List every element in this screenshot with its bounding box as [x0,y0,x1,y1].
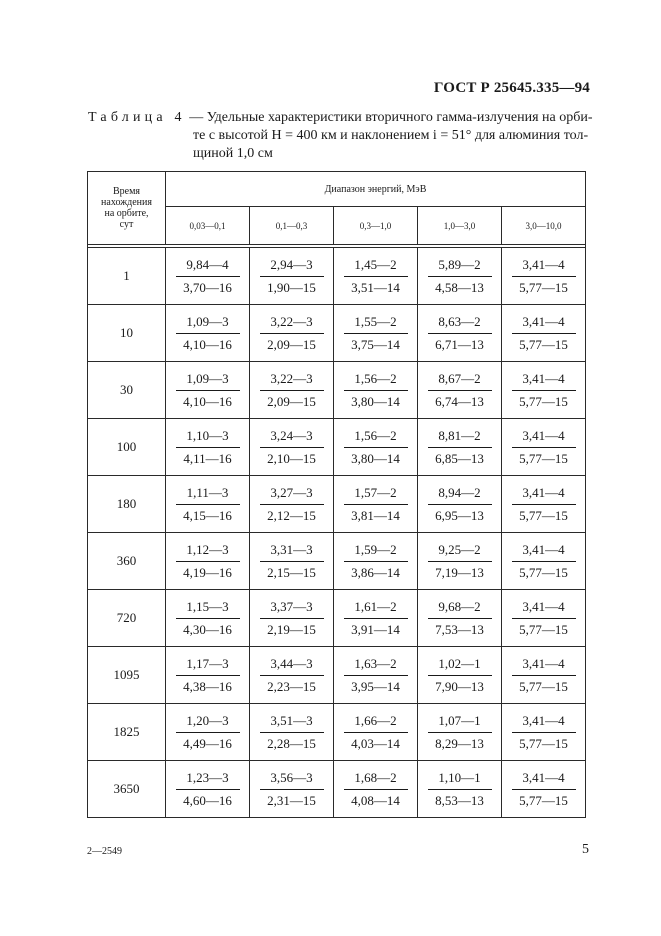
fraction-numerator: 5,89—2 [428,256,492,277]
value-cell [250,590,334,647]
fraction-numerator: 3,37—3 [260,598,324,619]
fraction-denominator: 4,15—16 [183,507,232,523]
fraction-value [428,598,492,639]
orbit-time-cell: 100 [88,419,166,476]
value-cell [334,248,418,305]
print-order-code: 2—2549 [87,846,122,857]
orbit-time-cell: 1095 [88,647,166,704]
fraction-denominator: 2,23—15 [267,678,316,694]
fraction-denominator: 8,53—13 [435,792,484,808]
fraction-numerator: 3,41—4 [512,769,576,790]
fraction-denominator: 6,71—13 [435,336,484,352]
fraction-numerator: 1,15—3 [176,598,240,619]
fraction-numerator: 3,41—4 [512,370,576,391]
fraction-denominator: 2,09—15 [267,336,316,352]
fraction-value [344,256,408,297]
fraction-denominator: 2,12—15 [267,507,316,523]
fraction-value [512,712,576,753]
fraction-numerator: 9,25—2 [428,541,492,562]
value-cell [166,704,250,761]
time-header-line: Время [112,186,141,197]
fraction-denominator: 3,81—14 [351,507,400,523]
fraction-value [428,427,492,468]
fraction-numerator: 3,44—3 [260,655,324,676]
fraction-numerator: 3,22—3 [260,370,324,391]
column-header-energy-range: Диапазон энергий, МэВ [166,172,586,207]
table-row [88,647,586,704]
fraction-denominator: 2,19—15 [267,621,316,637]
fraction-denominator: 6,74—13 [435,393,484,409]
fraction-value [176,541,240,582]
fraction-numerator: 3,24—3 [260,427,324,448]
fraction-numerator: 1,11—3 [176,484,240,505]
table-row [88,305,586,362]
orbit-time-cell: 10 [88,305,166,362]
table-row [88,362,586,419]
fraction-denominator: 5,77—15 [519,279,568,295]
value-cell [166,476,250,533]
value-cell [334,305,418,362]
fraction-numerator: 1,12—3 [176,541,240,562]
orbit-time-cell: 1825 [88,704,166,761]
value-cell [250,419,334,476]
table-row [88,476,586,533]
document-standard-number: ГОСТ Р 25645.335—94 [433,80,590,96]
fraction-denominator: 4,58—13 [435,279,484,295]
table-row [88,248,586,305]
fraction-denominator: 6,95—13 [435,507,484,523]
fraction-denominator: 5,77—15 [519,336,568,352]
fraction-numerator: 3,41—4 [512,655,576,676]
fraction-denominator: 1,90—15 [267,279,316,295]
fraction-numerator: 1,59—2 [344,541,408,562]
fraction-numerator: 1,02—1 [428,655,492,676]
fraction-numerator: 3,41—4 [512,712,576,733]
fraction-numerator: 2,94—3 [260,256,324,277]
fraction-denominator: 7,90—13 [435,678,484,694]
fraction-numerator: 3,41—4 [512,484,576,505]
fraction-denominator: 3,70—16 [183,279,232,295]
orbit-time-cell: 720 [88,590,166,647]
value-cell [418,305,502,362]
fraction-denominator: 2,09—15 [267,393,316,409]
fraction-numerator: 1,68—2 [344,769,408,790]
value-cell [334,419,418,476]
fraction-numerator: 3,56—3 [260,769,324,790]
fraction-value [428,256,492,297]
table-caption-label: Таблица 4 [88,110,186,125]
orbit-time-cell: 180 [88,476,166,533]
fraction-numerator: 1,63—2 [344,655,408,676]
fraction-value [344,655,408,696]
fraction-value [176,712,240,753]
fraction-numerator: 1,57—2 [344,484,408,505]
fraction-value [512,598,576,639]
fraction-value [344,427,408,468]
energy-range-header: 1,0—3,0 [418,207,502,245]
value-cell [502,647,586,704]
fraction-value [260,712,324,753]
fraction-numerator: 1,17—3 [176,655,240,676]
fraction-value [512,313,576,354]
value-cell [502,761,586,818]
fraction-denominator: 4,10—16 [183,393,232,409]
value-cell [166,761,250,818]
value-cell [418,590,502,647]
energy-range-header: 0,3—1,0 [334,207,418,245]
fraction-numerator: 3,41—4 [512,541,576,562]
fraction-denominator: 5,77—15 [519,564,568,580]
fraction-numerator: 3,51—3 [260,712,324,733]
fraction-denominator: 3,86—14 [351,564,400,580]
value-cell [502,704,586,761]
fraction-value [512,541,576,582]
energy-range-header: 3,0—10,0 [502,207,586,245]
time-header-line: сут [119,219,134,230]
fraction-numerator: 1,56—2 [344,427,408,448]
fraction-denominator: 7,19—13 [435,564,484,580]
fraction-value [260,655,324,696]
table-caption-line1: — Удельные характеристики вторичного гамма-излучения на орби- [185,110,593,125]
orbit-time-cell: 360 [88,533,166,590]
value-cell [250,362,334,419]
fraction-numerator: 3,27—3 [260,484,324,505]
fraction-denominator: 8,29—13 [435,735,484,751]
fraction-value [176,427,240,468]
fraction-denominator: 2,31—15 [267,792,316,808]
fraction-numerator: 8,63—2 [428,313,492,334]
value-cell [166,590,250,647]
fraction-denominator: 5,77—15 [519,621,568,637]
fraction-value [260,484,324,525]
fraction-denominator: 5,77—15 [519,393,568,409]
value-cell [502,362,586,419]
fraction-denominator: 2,28—15 [267,735,316,751]
orbit-time-cell: 30 [88,362,166,419]
value-cell [250,647,334,704]
fraction-denominator: 4,49—16 [183,735,232,751]
fraction-value [260,598,324,639]
fraction-denominator: 4,60—16 [183,792,232,808]
fraction-denominator: 5,77—15 [519,792,568,808]
fraction-value [260,769,324,810]
fraction-numerator: 1,20—3 [176,712,240,733]
fraction-value [344,541,408,582]
fraction-value [344,598,408,639]
value-cell [166,248,250,305]
fraction-denominator: 5,77—15 [519,450,568,466]
value-cell [166,362,250,419]
value-cell [166,647,250,704]
fraction-numerator: 1,56—2 [344,370,408,391]
value-cell [334,476,418,533]
value-cell [250,248,334,305]
fraction-numerator: 1,10—3 [176,427,240,448]
fraction-denominator: 3,95—14 [351,678,400,694]
fraction-value [428,484,492,525]
fraction-numerator: 3,41—4 [512,427,576,448]
fraction-value [428,370,492,411]
orbit-time-cell: 1 [88,248,166,305]
value-cell [502,248,586,305]
fraction-denominator: 4,11—16 [183,450,232,466]
fraction-denominator: 7,53—13 [435,621,484,637]
fraction-numerator: 1,09—3 [176,313,240,334]
fraction-value [176,598,240,639]
fraction-value [512,769,576,810]
value-cell [418,761,502,818]
value-cell [418,533,502,590]
fraction-numerator: 9,84—4 [176,256,240,277]
value-cell [334,761,418,818]
fraction-value [176,370,240,411]
time-header-line: нахождения [101,197,152,208]
energy-range-header: 0,03—0,1 [166,207,250,245]
table-row [88,533,586,590]
table-row [88,419,586,476]
fraction-numerator: 1,61—2 [344,598,408,619]
fraction-numerator: 3,22—3 [260,313,324,334]
value-cell [502,476,586,533]
fraction-value [512,427,576,468]
fraction-value [512,256,576,297]
fraction-denominator: 4,10—16 [183,336,232,352]
fraction-numerator: 1,07—1 [428,712,492,733]
fraction-denominator: 6,85—13 [435,450,484,466]
fraction-value [428,313,492,354]
value-cell [334,590,418,647]
value-cell [250,533,334,590]
fraction-denominator: 4,03—14 [351,735,400,751]
table-row [88,704,586,761]
fraction-value [512,655,576,696]
fraction-value [428,655,492,696]
fraction-value [428,541,492,582]
fraction-denominator: 2,10—15 [267,450,316,466]
table-caption-line2: те с высотой H = 400 км и наклонением i = 51° для алюминия тол- [193,128,589,143]
fraction-value [512,484,576,525]
fraction-denominator: 3,51—14 [351,279,400,295]
fraction-numerator: 3,41—4 [512,313,576,334]
fraction-numerator: 3,31—3 [260,541,324,562]
value-cell [166,305,250,362]
value-cell [250,476,334,533]
fraction-numerator: 8,81—2 [428,427,492,448]
fraction-value [260,541,324,582]
fraction-denominator: 3,80—14 [351,393,400,409]
value-cell [418,476,502,533]
value-cell [502,305,586,362]
table-caption [88,109,593,163]
fraction-numerator: 9,68—2 [428,598,492,619]
gamma-radiation-table [87,171,586,818]
fraction-denominator: 4,19—16 [183,564,232,580]
fraction-numerator: 1,66—2 [344,712,408,733]
value-cell [418,647,502,704]
fraction-denominator: 3,91—14 [351,621,400,637]
table-caption-line3: щиной 1,0 см [193,146,273,161]
page-number: 5 [582,842,589,857]
value-cell [418,362,502,419]
energy-range-header: 0,1—0,3 [250,207,334,245]
fraction-value [260,427,324,468]
fraction-numerator: 1,10—1 [428,769,492,790]
fraction-value [176,313,240,354]
fraction-numerator: 1,45—2 [344,256,408,277]
fraction-numerator: 1,09—3 [176,370,240,391]
fraction-value [260,256,324,297]
fraction-denominator: 4,30—16 [183,621,232,637]
value-cell [418,704,502,761]
fraction-numerator: 3,41—4 [512,598,576,619]
table-row [88,590,586,647]
fraction-denominator: 2,15—15 [267,564,316,580]
value-cell [502,419,586,476]
fraction-denominator: 5,77—15 [519,678,568,694]
value-cell [418,248,502,305]
value-cell [166,419,250,476]
fraction-value [176,655,240,696]
table-row [88,761,586,818]
fraction-denominator: 5,77—15 [519,507,568,523]
fraction-value [176,256,240,297]
value-cell [250,305,334,362]
orbit-time-cell: 3650 [88,761,166,818]
fraction-value [428,769,492,810]
value-cell [334,533,418,590]
fraction-value [512,370,576,411]
value-cell [334,647,418,704]
value-cell [502,590,586,647]
value-cell [418,419,502,476]
value-cell [334,362,418,419]
fraction-value [260,370,324,411]
fraction-denominator: 3,75—14 [351,336,400,352]
table-body [88,248,586,818]
fraction-value [344,769,408,810]
fraction-value [176,769,240,810]
time-header-line: на орбите, [104,208,149,219]
value-cell [166,533,250,590]
fraction-numerator: 3,41—4 [512,256,576,277]
fraction-numerator: 8,67—2 [428,370,492,391]
fraction-numerator: 8,94—2 [428,484,492,505]
fraction-denominator: 5,77—15 [519,735,568,751]
fraction-value [344,484,408,525]
value-cell [334,704,418,761]
fraction-numerator: 1,55—2 [344,313,408,334]
fraction-denominator: 4,08—14 [351,792,400,808]
value-cell [502,533,586,590]
fraction-value [176,484,240,525]
fraction-numerator: 1,23—3 [176,769,240,790]
fraction-value [344,712,408,753]
fraction-value [344,370,408,411]
fraction-denominator: 3,80—14 [351,450,400,466]
fraction-value [428,712,492,753]
value-cell [250,761,334,818]
fraction-value [344,313,408,354]
value-cell [250,704,334,761]
fraction-value [260,313,324,354]
column-header-time [88,172,166,245]
fraction-denominator: 4,38—16 [183,678,232,694]
